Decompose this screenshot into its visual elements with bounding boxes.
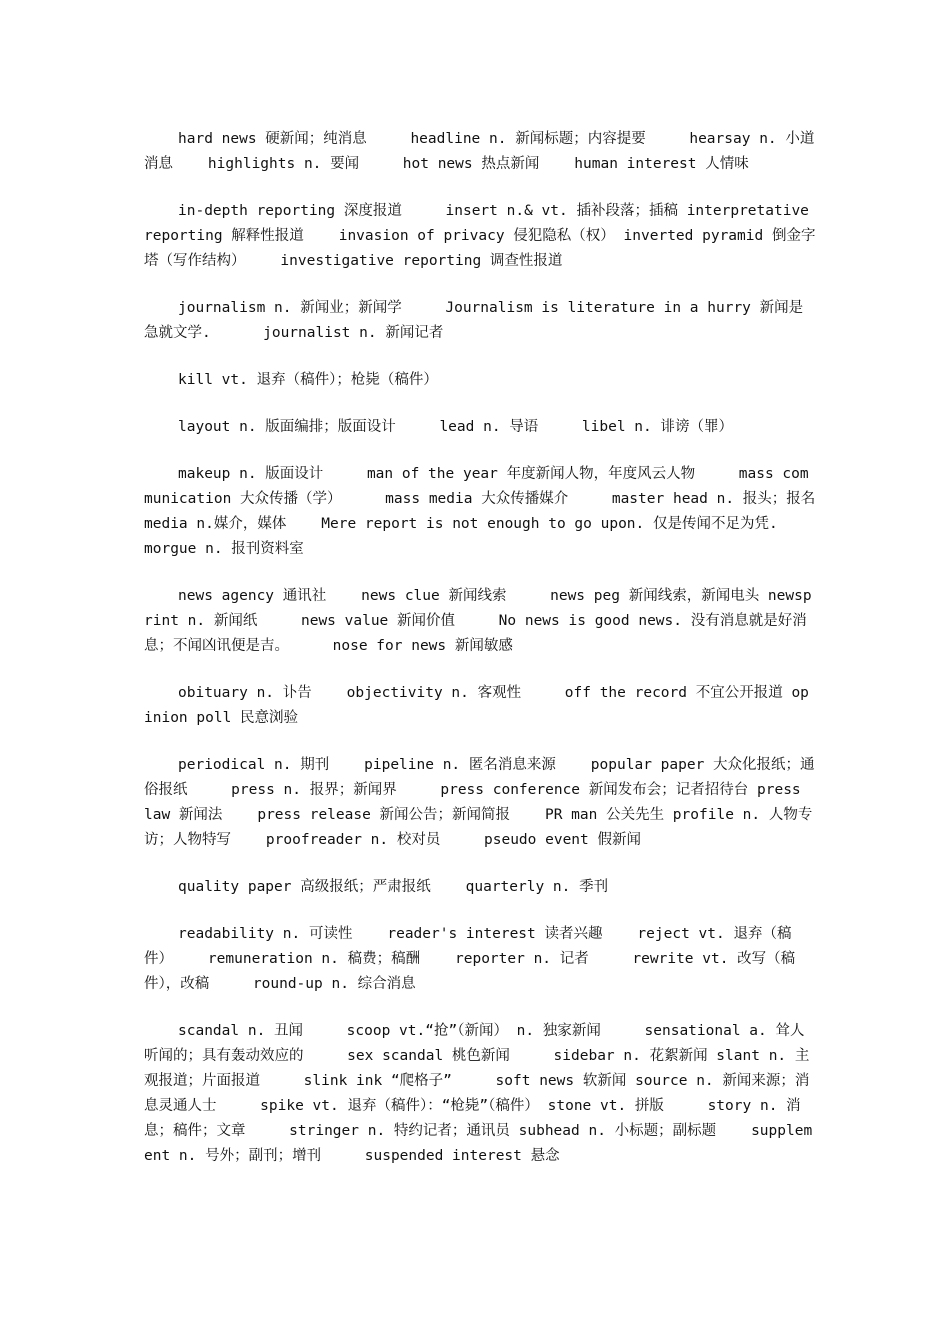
glossary-paragraph-l: layout n. 版面编排；版面设计 lead n. 导语 libel n. 诽谤（罪） xyxy=(178,419,733,435)
glossary-paragraph-k: kill vt. 退弃（稿件）；枪毙（稿件） xyxy=(178,372,438,388)
glossary-paragraph-n: news agency 通讯社 news clue 新闻线索 news peg 新闻线索，新闻电头 newsprint n. 新闻纸 news value 新闻价值 No news is good news. 没有消息就是好消息；不闻凶讯便是吉。 nose for news 新闻敏感 xyxy=(144,588,812,654)
glossary-paragraph-i: in-depth reporting 深度报道 insert n.& vt. 插补段落；插稿 interpretative reporting 解释性报道 invasion of privacy 侵犯隐私（权） inverted pyramid 倒金字塔（写作结构） investigative reporting 调查性报道 xyxy=(144,203,818,269)
glossary-paragraph-o: obituary n. 讣告 objectivity n. 客观性 off the record 不宜公开报道 opinion poll 民意浏验 xyxy=(144,685,809,726)
glossary-paragraph-p: periodical n. 期刊 pipeline n. 匿名消息来源 popular paper 大众化报纸；通俗报纸 press n. 报界；新闻界 press conference 新闻发布会；记者招待台 press law 新闻法 press release 新闻公告；新闻简报 PR man 公关先生 profile n. 人物专访；人物特写 proofreader n. 校对员 pseudo event 假新闻 xyxy=(144,757,815,848)
glossary-paragraph-r: readability n. 可读性 reader's interest 读者兴趣 reject vt. 退弃（稿件） remuneration n. 稿费；稿酬 reporter n. 记者 rewrite vt. 改写（稿件），改稿 round-up n. 综合消息 xyxy=(144,926,796,992)
glossary-paragraph-j: journalism n. 新闻业；新闻学 Journalism is literature in a hurry 新闻是急就文学. journalist n. 新闻记者 xyxy=(144,300,804,341)
glossary-paragraph-s: scandal n. 丑闻 scoop vt.“抢”（新闻） n. 独家新闻 sensational a. 耸人听闻的；具有轰动效应的 sex scandal 桃色新闻 sidebar n. 花絮新闻 slant n. 主观报道；片面报道 slink ink “爬格子” soft news 软新闻 source n. 新闻来源；消息灵通人士 spike vt. 退弃（稿件）：“枪毙”（稿件） stone vt. 拼版 story n. 消息；稿件；文章 stringer n. 特约记者；通讯员 subhead n. 小标题；副标题 supplement n. 号外；副刊；增刊 suspended interest 悬念 xyxy=(144,1023,813,1164)
glossary-paragraph-q: quality paper 高级报纸；严肃报纸 quarterly n. 季刊 xyxy=(178,879,609,895)
glossary-body xyxy=(144,127,851,1191)
glossary-paragraph-h: hard news 硬新闻；纯消息 headline n. 新闻标题；内容提要 hearsay n. 小道消息 highlights n. 要闻 hot news 热点新闻 human interest 人情味 xyxy=(144,131,815,172)
glossary-paragraph-m: makeup n. 版面设计 man of the year 年度新闻人物，年度风云人物 mass communication 大众传播（学） mass media 大众传播媒介 master head n. 报头；报名 media n.媒介，媒体 Mere report is not enough to go upon. 仅是传闻不足为凭. morgue n. 报刊资料室 xyxy=(144,466,851,557)
